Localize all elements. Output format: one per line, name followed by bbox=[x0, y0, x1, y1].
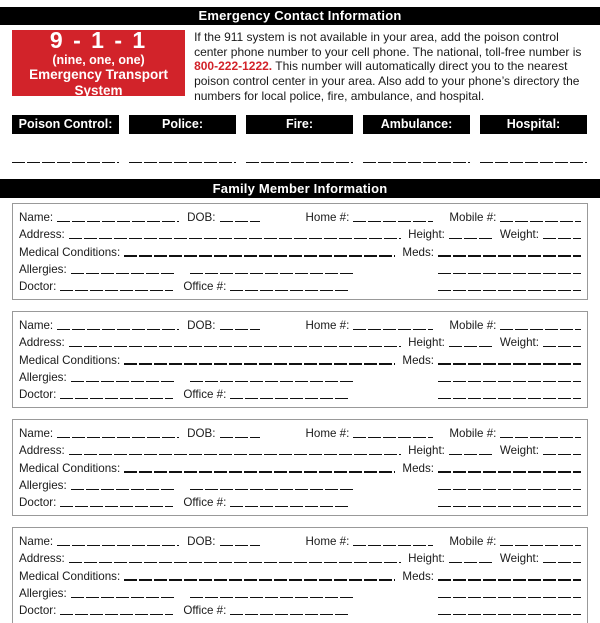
address-fill-line bbox=[69, 562, 401, 563]
intro-section bbox=[12, 27, 588, 104]
home-phone-label: Home #: bbox=[305, 427, 350, 441]
dob-fill-line bbox=[220, 545, 260, 546]
weight-fill-line bbox=[543, 562, 581, 563]
contact-label-poison-control: Poison Control: bbox=[12, 115, 119, 134]
meds-label: Meds: bbox=[402, 245, 434, 259]
family-members-list bbox=[12, 203, 588, 623]
instructions-text-after: This number will automatically direct you to the nearest poison control center in your area. Also add to your phone’s directory the numbers for local police, fire, ambulance, and hospital. bbox=[194, 59, 580, 103]
office-phone-label: Office #: bbox=[183, 496, 227, 510]
allergies-fill-line-2 bbox=[190, 273, 355, 274]
meds-label: Meds: bbox=[402, 353, 434, 367]
911-number: 9 - 1 - 1 bbox=[49, 27, 148, 53]
office-phone-fill-line bbox=[230, 506, 348, 507]
doctor-label: Doctor: bbox=[19, 496, 57, 510]
member-row-name bbox=[19, 319, 581, 332]
allergies-fill-line bbox=[71, 273, 176, 274]
height-fill-line bbox=[449, 346, 493, 347]
allergies-label: Allergies: bbox=[19, 478, 67, 492]
meds-fill-line bbox=[438, 363, 581, 364]
home-phone-label: Home #: bbox=[305, 535, 350, 549]
mobile-phone-fill-line bbox=[500, 437, 581, 438]
home-phone-fill-line bbox=[353, 545, 433, 546]
meds-fill-line-2 bbox=[438, 381, 581, 382]
911-caption: Emergency Transport System bbox=[29, 67, 168, 98]
member-row-doctor bbox=[19, 604, 581, 617]
address-label: Address: bbox=[19, 336, 65, 350]
meds-label: Meds: bbox=[402, 461, 434, 475]
meds-fill-line-3 bbox=[438, 506, 581, 507]
family-member-card bbox=[12, 311, 588, 408]
name-label: Name: bbox=[19, 427, 54, 441]
medical-conditions-fill-line bbox=[124, 579, 395, 580]
name-label: Name: bbox=[19, 211, 54, 225]
meds-fill-line bbox=[438, 255, 581, 256]
allergies-label: Allergies: bbox=[19, 262, 67, 276]
fire-fill-line bbox=[246, 162, 353, 164]
office-phone-label: Office #: bbox=[183, 388, 227, 402]
mobile-phone-label: Mobile #: bbox=[449, 427, 497, 441]
address-fill-line bbox=[69, 238, 401, 239]
allergies-fill-line-2 bbox=[190, 489, 355, 490]
contact-label-ambulance: Ambulance: bbox=[363, 115, 470, 134]
meds-fill-line-2 bbox=[438, 489, 581, 490]
name-label: Name: bbox=[19, 319, 54, 333]
address-fill-line bbox=[69, 346, 401, 347]
dob-label: DOB: bbox=[187, 211, 216, 225]
meds-fill-line-2 bbox=[438, 597, 581, 598]
doctor-fill-line bbox=[60, 614, 173, 615]
office-phone-label: Office #: bbox=[183, 280, 227, 294]
medical-conditions-label: Medical Conditions: bbox=[19, 353, 121, 367]
meds-fill-line-3 bbox=[438, 398, 581, 399]
911-callout-box bbox=[12, 27, 185, 98]
home-phone-fill-line bbox=[353, 221, 433, 222]
dob-label: DOB: bbox=[187, 535, 216, 549]
meds-label: Meds: bbox=[402, 569, 434, 583]
family-member-card bbox=[12, 419, 588, 516]
member-row-address bbox=[19, 336, 581, 349]
height-label: Height: bbox=[408, 552, 445, 566]
member-row-name bbox=[19, 211, 581, 224]
weight-fill-line bbox=[543, 454, 581, 455]
member-row-address bbox=[19, 552, 581, 565]
home-phone-label: Home #: bbox=[305, 319, 350, 333]
height-label: Height: bbox=[408, 228, 445, 242]
allergies-fill-line-2 bbox=[190, 381, 355, 382]
weight-label: Weight: bbox=[499, 444, 539, 458]
home-phone-label: Home #: bbox=[305, 211, 350, 225]
contact-label-police: Police: bbox=[129, 115, 236, 134]
dob-label: DOB: bbox=[187, 319, 216, 333]
page-title: Emergency Contact Information bbox=[0, 7, 600, 25]
office-phone-fill-line bbox=[230, 614, 348, 615]
home-phone-fill-line bbox=[353, 329, 433, 330]
member-row-address bbox=[19, 228, 581, 241]
mobile-phone-fill-line bbox=[500, 545, 581, 546]
poison-control-fill-line bbox=[12, 162, 119, 164]
doctor-fill-line bbox=[60, 290, 173, 291]
medical-conditions-fill-line bbox=[124, 255, 395, 256]
office-phone-fill-line bbox=[230, 290, 348, 291]
member-row-name bbox=[19, 535, 581, 548]
poison-control-instructions bbox=[194, 30, 588, 104]
height-label: Height: bbox=[408, 444, 445, 458]
emergency-contacts-blank-lines bbox=[12, 162, 587, 164]
mobile-phone-label: Mobile #: bbox=[449, 211, 497, 225]
name-fill-line bbox=[57, 437, 179, 438]
allergies-fill-line bbox=[71, 489, 176, 490]
family-section-title: Family Member Information bbox=[0, 179, 600, 198]
meds-fill-line-2 bbox=[438, 273, 581, 274]
name-fill-line bbox=[57, 545, 179, 546]
doctor-fill-line bbox=[60, 398, 173, 399]
allergies-fill-line bbox=[71, 597, 176, 598]
instructions-text-before: If the 911 system is not available in your area, add the poison control center phone number to your cell phone. The national, toll-free number is bbox=[194, 30, 582, 59]
mobile-phone-fill-line bbox=[500, 221, 581, 222]
name-fill-line bbox=[57, 221, 179, 222]
allergies-fill-line bbox=[71, 381, 176, 382]
911-spelled-out: (nine, one, one) bbox=[52, 53, 145, 67]
medical-conditions-fill-line bbox=[124, 363, 395, 364]
dob-fill-line bbox=[220, 329, 260, 330]
member-row-doctor bbox=[19, 280, 581, 293]
name-fill-line bbox=[57, 329, 179, 330]
home-phone-fill-line bbox=[353, 437, 433, 438]
member-row-medical bbox=[19, 570, 581, 583]
member-row-allergies bbox=[19, 263, 581, 276]
doctor-label: Doctor: bbox=[19, 280, 57, 294]
medical-conditions-label: Medical Conditions: bbox=[19, 245, 121, 259]
member-row-doctor bbox=[19, 496, 581, 509]
allergies-label: Allergies: bbox=[19, 586, 67, 600]
weight-label: Weight: bbox=[499, 228, 539, 242]
address-label: Address: bbox=[19, 444, 65, 458]
member-row-allergies bbox=[19, 371, 581, 384]
member-row-name bbox=[19, 427, 581, 440]
medical-conditions-label: Medical Conditions: bbox=[19, 461, 121, 475]
office-phone-fill-line bbox=[230, 398, 348, 399]
mobile-phone-fill-line bbox=[500, 329, 581, 330]
allergies-label: Allergies: bbox=[19, 370, 67, 384]
meds-fill-line-3 bbox=[438, 614, 581, 615]
doctor-label: Doctor: bbox=[19, 604, 57, 618]
doctor-fill-line bbox=[60, 506, 173, 507]
poison-control-phone-number: 800-222-1222. bbox=[194, 59, 273, 74]
address-label: Address: bbox=[19, 228, 65, 242]
dob-fill-line bbox=[220, 221, 260, 222]
mobile-phone-label: Mobile #: bbox=[449, 535, 497, 549]
height-fill-line bbox=[449, 238, 493, 239]
member-row-medical bbox=[19, 354, 581, 367]
allergies-fill-line-2 bbox=[190, 597, 355, 598]
doctor-label: Doctor: bbox=[19, 388, 57, 402]
address-fill-line bbox=[69, 454, 401, 455]
weight-fill-line bbox=[543, 346, 581, 347]
member-row-allergies bbox=[19, 587, 581, 600]
weight-fill-line bbox=[543, 238, 581, 239]
police-fill-line bbox=[129, 162, 236, 164]
dob-label: DOB: bbox=[187, 427, 216, 441]
contact-label-hospital: Hospital: bbox=[480, 115, 587, 134]
meds-fill-line-3 bbox=[438, 290, 581, 291]
member-row-address bbox=[19, 444, 581, 457]
office-phone-label: Office #: bbox=[183, 604, 227, 618]
weight-label: Weight: bbox=[499, 552, 539, 566]
member-row-medical bbox=[19, 462, 581, 475]
meds-fill-line bbox=[438, 471, 581, 472]
member-row-allergies bbox=[19, 479, 581, 492]
hospital-fill-line bbox=[480, 162, 587, 164]
medical-conditions-fill-line bbox=[124, 471, 395, 472]
ambulance-fill-line bbox=[363, 162, 470, 164]
height-fill-line bbox=[449, 562, 493, 563]
height-fill-line bbox=[449, 454, 493, 455]
emergency-contacts-row bbox=[12, 115, 587, 134]
address-label: Address: bbox=[19, 552, 65, 566]
family-member-card bbox=[12, 203, 588, 300]
mobile-phone-label: Mobile #: bbox=[449, 319, 497, 333]
member-row-medical bbox=[19, 246, 581, 259]
contact-label-fire: Fire: bbox=[246, 115, 353, 134]
dob-fill-line bbox=[220, 437, 260, 438]
weight-label: Weight: bbox=[499, 336, 539, 350]
family-member-card bbox=[12, 527, 588, 623]
name-label: Name: bbox=[19, 535, 54, 549]
medical-conditions-label: Medical Conditions: bbox=[19, 569, 121, 583]
member-row-doctor bbox=[19, 388, 581, 401]
meds-fill-line bbox=[438, 579, 581, 580]
height-label: Height: bbox=[408, 336, 445, 350]
